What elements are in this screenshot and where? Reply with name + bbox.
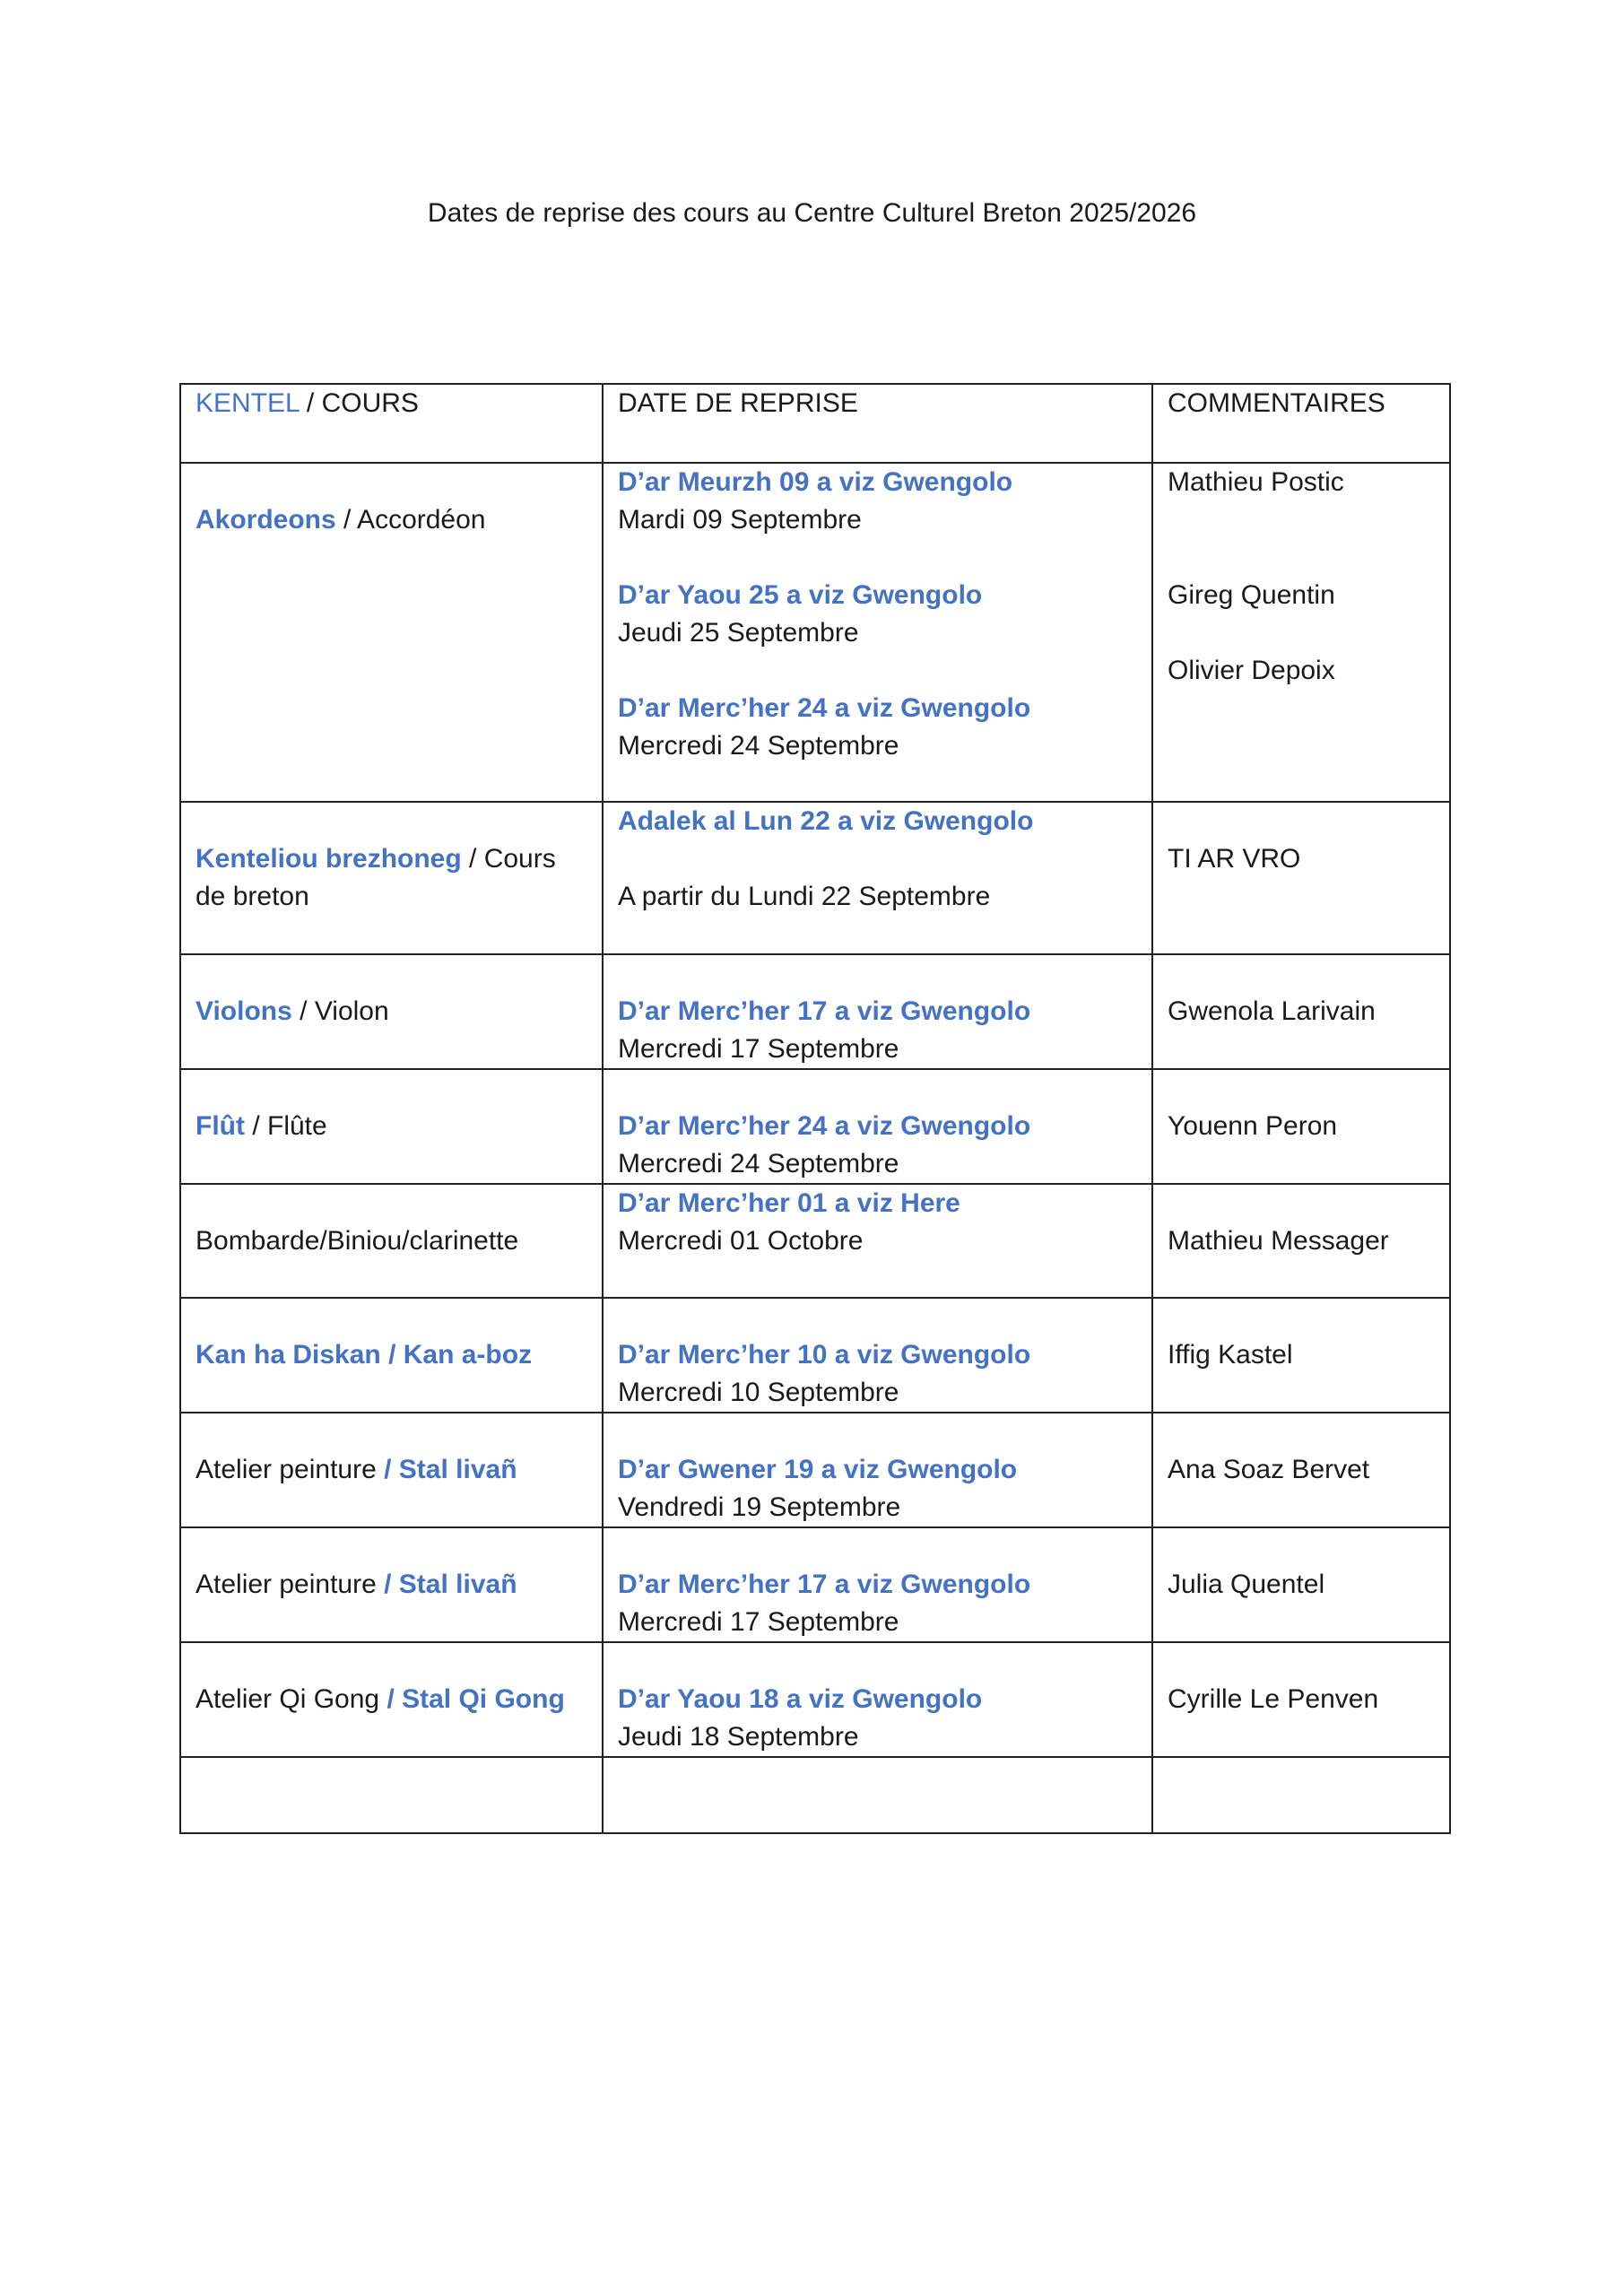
comment-text: Gireg Quentin [1168, 580, 1335, 610]
header-comments-label: COMMENTAIRES [1168, 388, 1385, 418]
date-french: Mercredi 10 Septembre [618, 1378, 899, 1407]
course-cell [180, 1527, 603, 1642]
comment-cell [1152, 463, 1450, 802]
date-french: Jeudi 25 Septembre [618, 618, 859, 648]
date-breton: Adalek al Lun 22 a viz Gwengolo [618, 806, 1034, 836]
course-french: Atelier Qi Gong [195, 1684, 387, 1714]
course-breton: / Stal livañ [384, 1455, 517, 1484]
course-cell [180, 1413, 603, 1527]
table-row-atelier-peinture [180, 1413, 1450, 1527]
schedule-table [179, 383, 1451, 1834]
date-breton: D’ar Merc’her 10 a viz Gwengolo [618, 1340, 1031, 1370]
date-breton: D’ar Merc’her 17 a viz Gwengolo [618, 996, 1031, 1026]
table-row-accordeon [180, 463, 1450, 802]
date-french: Mercredi 17 Septembre [618, 1034, 899, 1064]
course-cell [180, 1184, 603, 1298]
date-breton: D’ar Merc’her 01 a viz Here [618, 1188, 960, 1218]
date-cell [603, 463, 1152, 802]
table-header-row [180, 384, 1450, 463]
date-french: A partir du Lundi 22 Septembre [618, 882, 991, 911]
course-french: Atelier peinture [195, 1570, 385, 1599]
date-breton: D’ar Merc’her 17 a viz Gwengolo [618, 1570, 1031, 1599]
date-cell [603, 1069, 1152, 1184]
header-course-french: / COURS [299, 388, 419, 418]
date-cell [603, 1757, 1152, 1833]
date-breton: D’ar Gwener 19 a viz Gwengolo [618, 1455, 1018, 1484]
date-breton: D’ar Meurzh 09 a viz Gwengolo [618, 467, 1013, 497]
comment-text: Cyrille Le Penven [1168, 1684, 1379, 1714]
date-french: Mercredi 24 Septembre [618, 1149, 899, 1178]
date-french: Mercredi 01 Octobre [618, 1226, 864, 1256]
course-breton: Kenteliou brezhoneg [195, 844, 462, 874]
comment-cell [1152, 954, 1450, 1069]
page-title: Dates de reprise des cours au Centre Culturel Breton 2025/2026 [427, 198, 1197, 228]
course-cell [180, 1298, 603, 1413]
course-cell [180, 1757, 603, 1833]
course-breton: / Stal Qi Gong [386, 1684, 565, 1714]
date-cell [603, 1527, 1152, 1642]
date-breton: D’ar Yaou 18 a viz Gwengolo [618, 1684, 983, 1714]
course-plain: Bombarde/Biniou/clarinette [195, 1226, 519, 1256]
date-cell [603, 954, 1152, 1069]
comment-text: TI AR VRO [1168, 844, 1301, 874]
comment-text: Olivier Depoix [1168, 656, 1335, 685]
course-french: / Flûte [244, 1111, 327, 1141]
course-french: Atelier peinture [195, 1455, 385, 1484]
course-cell [180, 1642, 603, 1757]
comment-text: Julia Quentel [1168, 1570, 1325, 1599]
header-date-label: DATE DE REPRISE [618, 388, 858, 418]
date-cell [603, 1184, 1152, 1298]
course-cell [180, 463, 603, 802]
date-french: Mercredi 17 Septembre [618, 1607, 899, 1637]
course-french: / Violon [291, 996, 389, 1026]
course-french: / Accordéon [335, 505, 486, 535]
header-course-breton: KENTEL [195, 388, 300, 418]
table-row-bombarde [180, 1184, 1450, 1298]
comment-text: Youenn Peron [1168, 1111, 1338, 1141]
comment-cell [1152, 1527, 1450, 1642]
date-french: Mercredi 24 Septembre [618, 731, 899, 761]
course-cell [180, 1069, 603, 1184]
date-french: Jeudi 18 Septembre [618, 1722, 859, 1752]
header-comments [1152, 384, 1450, 463]
course-cell [180, 954, 603, 1069]
date-french: Vendredi 19 Septembre [618, 1492, 901, 1522]
course-breton: Akordeons [195, 505, 336, 535]
comment-cell [1152, 1413, 1450, 1527]
table-row-flut [180, 1069, 1450, 1184]
date-breton: D’ar Yaou 25 a viz Gwengolo [618, 580, 983, 610]
course-french: / Cours de breton [195, 844, 556, 911]
date-breton: D’ar Merc’her 24 a viz Gwengolo [618, 693, 1031, 723]
course-breton: Kan ha Diskan / Kan a-boz [195, 1340, 533, 1370]
date-breton: D’ar Merc’her 24 a viz Gwengolo [618, 1111, 1031, 1141]
course-cell [180, 802, 603, 954]
table-row-empty [180, 1757, 1450, 1833]
date-french: Mardi 09 Septembre [618, 505, 862, 535]
course-breton: Violons [195, 996, 292, 1026]
course-breton: / Stal livañ [384, 1570, 517, 1599]
table-row-violons [180, 954, 1450, 1069]
header-date [603, 384, 1152, 463]
comment-cell [1152, 1069, 1450, 1184]
date-cell [603, 1298, 1152, 1413]
comment-text: Iffig Kastel [1168, 1340, 1293, 1370]
comment-cell [1152, 1298, 1450, 1413]
table-row-breton [180, 802, 1450, 954]
comment-cell [1152, 1642, 1450, 1757]
comment-text: Gwenola Larivain [1168, 996, 1376, 1026]
date-cell [603, 1642, 1152, 1757]
table-row-qi-gong [180, 1642, 1450, 1757]
comment-text: Mathieu Messager [1168, 1226, 1389, 1256]
comment-text: Ana Soaz Bervet [1168, 1455, 1370, 1484]
date-cell [603, 1413, 1152, 1527]
table-row-kan-ha-diskan [180, 1298, 1450, 1413]
date-cell [603, 802, 1152, 954]
comment-cell [1152, 1757, 1450, 1833]
table-row-atelier-peinture [180, 1527, 1450, 1642]
comment-cell [1152, 802, 1450, 954]
comment-cell [1152, 1184, 1450, 1298]
header-course [180, 384, 603, 463]
course-breton: Flût [195, 1111, 245, 1141]
comment-text: Mathieu Postic [1168, 467, 1344, 497]
